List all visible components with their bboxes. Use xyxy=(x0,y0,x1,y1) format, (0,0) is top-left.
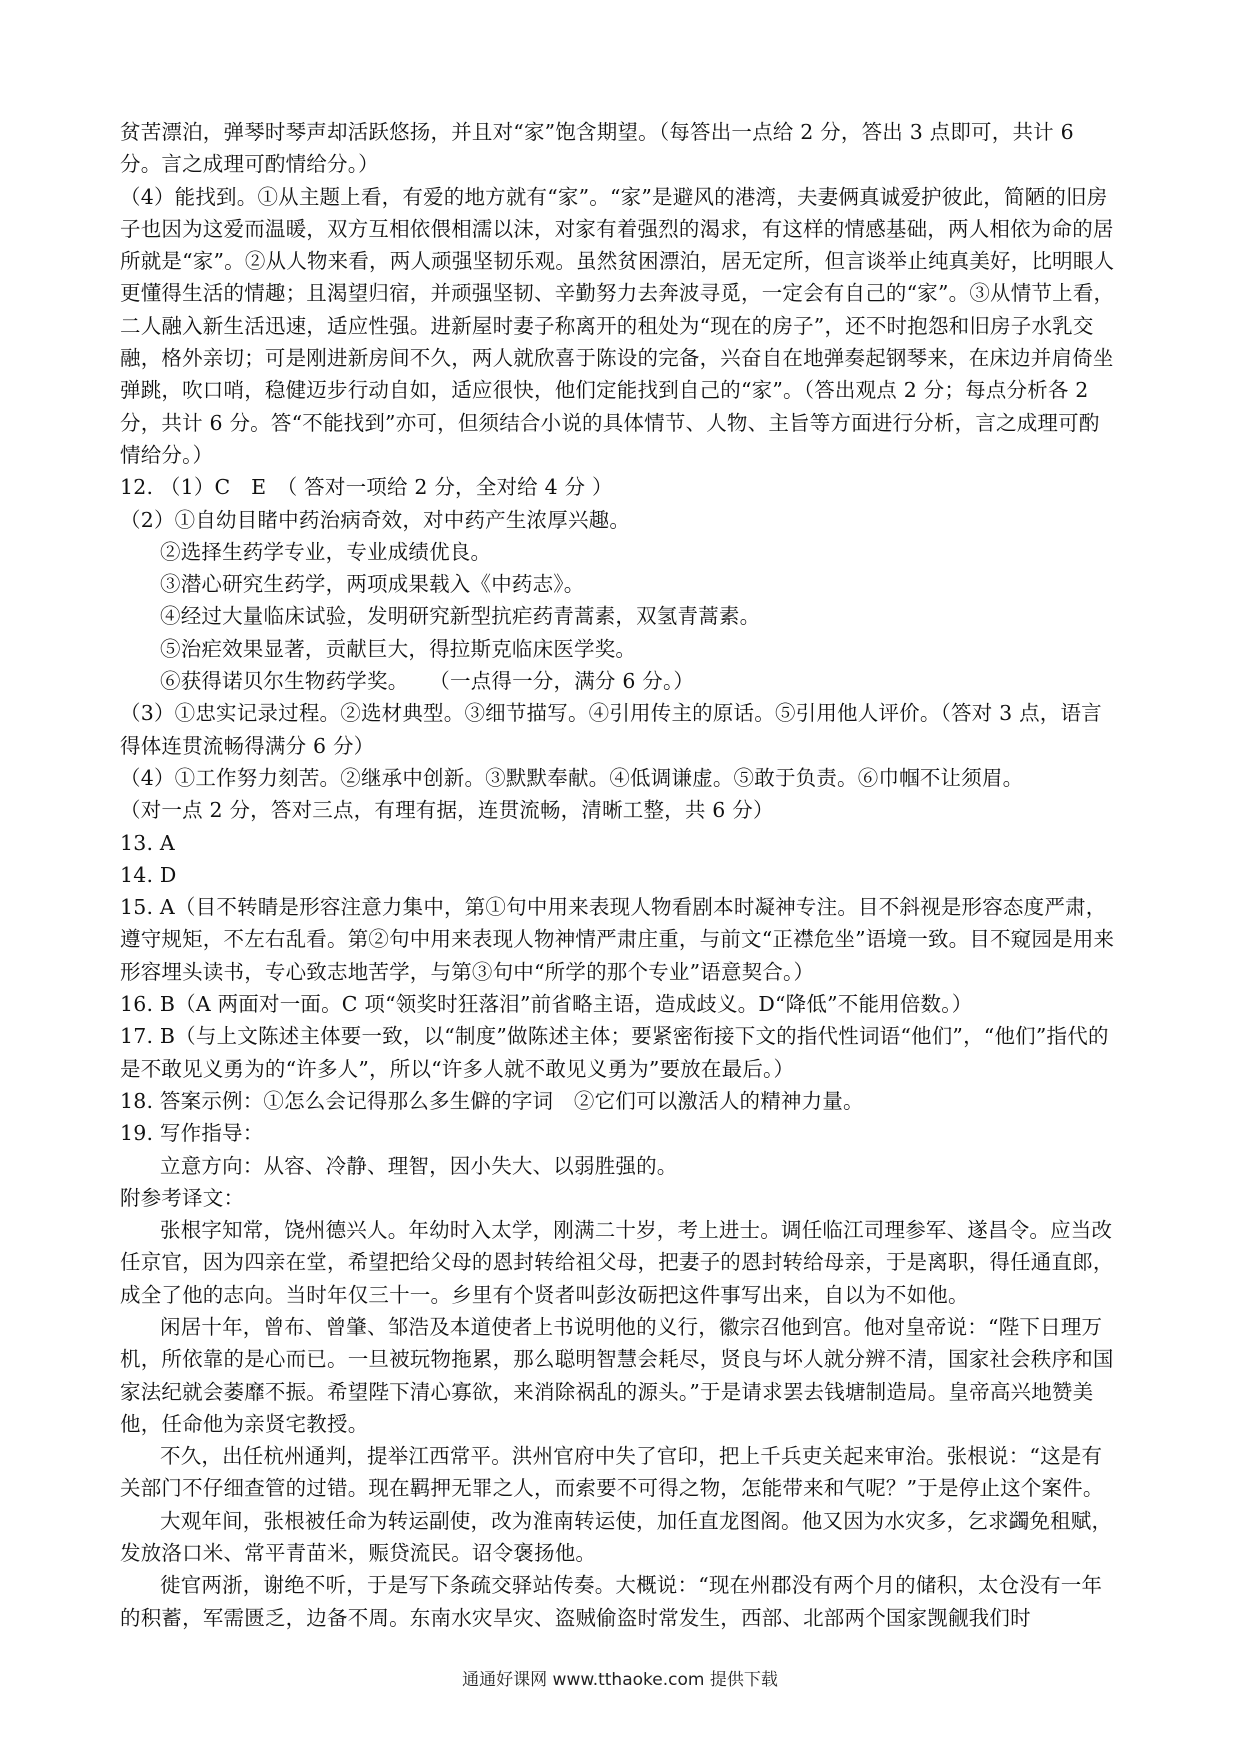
translation-paragraph: 大观年间，张根被任命为转运副使，改为淮南转运使，加任直龙图阁。他又因为水灾多，乞求蠲免租赋，发放洛口米、常平青苗米，赈贷流民。诏令褒扬他。 xyxy=(120,1508,1113,1566)
answer-19: 19. 写作指导： xyxy=(120,1121,264,1146)
answer-12-2-item: ⑥获得诺贝尔生物药学奖。 （一点得一分，满分 6 分。） xyxy=(160,669,695,694)
translation-paragraph: 张根字知常，饶州德兴人。年幼时入太学，刚满二十岁，考上进士。调任临江司理参军、遂昌令。应当改任京官，因为四亲在堂，希望把给父母的恩封转给祖父母，把妻子的恩封转给母亲，于是离职，得任通直郎，成全了他的志向。当时年仅三十一。乡里有个贤者叫彭汝砺把这件事写出来，自以为不如他。 xyxy=(120,1218,1114,1307)
answer-13: 13. A xyxy=(120,830,175,855)
answer-12-4-scoring: （对一点 2 分，答对三点，有理有据，连贯流畅，清晰工整，共 6 分） xyxy=(120,798,774,823)
document-body xyxy=(120,116,1120,1634)
answer-17: 17. B（与上文陈述主体要一致，以“制度”做陈述主体；要紧密衔接下文的指代性词语“他们”，“他们”指代的是不敢见义勇为的“许多人”，所以“许多人就不敢见义勇为”要放在最后。） xyxy=(120,1024,1109,1081)
answer-15: 15. A（目不转睛是形容注意力集中，第①句中用来表现人物看剧本时凝神专注。目不斜视是形容态度严肃，遵守规矩，不左右乱看。第②句中用来表现人物神情严肃庄重，与前文“正襟危坐”语境一致。目不窥园是用来形容埋头读书，专心致志地苦学，与第③句中“所学的那个专业”语意契合。） xyxy=(120,895,1115,984)
translation-paragraph: 徙官两浙，谢绝不听，于是写下条疏交驿站传奏。大概说：“现在州郡没有两个月的储积，太仓没有一年的积蓄，军需匮乏，边备不周。东南水灾旱灾、盗贼偷盗时常发生，西部、北部两个国家觊觎我们时 xyxy=(120,1573,1103,1630)
answer-12-2-item: ③潜心研究生药学，两项成果载入《中药志》。 xyxy=(160,572,585,597)
translation-paragraph: 闲居十年，曾布、曾肇、邹浩及本道使者上书说明他的义行，徽宗召他到宫。他对皇帝说：“陛下日理万机，所依靠的是心而已。一旦被玩物拖累，那么聪明智慧会耗尽，贤良与坏人就分辨不清，国家社会秩序和国家法纪就会萎靡不振。希望陛下清心寡欲，来消除祸乱的源头。”于是请求罢去钱塘制造局。皇帝高兴地赞美他，任命他为亲贤宅教授。 xyxy=(120,1314,1114,1436)
footer-source: 通通好课网 www.tthaoke.com 提供下载 xyxy=(462,1670,778,1690)
answer-11-3-tail: 贫苦漂泊，弹琴时琴声却活跃悠扬，并且对“家”饱含期望。（每答出一点给 2 分，答出 3 点即可，共计 6 分。言之成理可酌情给分。） xyxy=(120,120,1074,177)
answer-12-2-item: ④经过大量临床试验，发明研究新型抗疟药青蒿素，双氢青蒿素。 xyxy=(160,604,761,629)
answer-12-2-intro: （2）①自幼目睹中药治病奇效，对中药产生浓厚兴趣。 xyxy=(120,507,631,532)
answer-18: 18. 答案示例：①怎么会记得那么多生僻的字词 ②它们可以激活人的精神力量。 xyxy=(120,1088,864,1113)
translation-heading: 附参考译文： xyxy=(120,1185,245,1210)
writing-guide: 立意方向：从容、冷静、理智，因小失大、以弱胜强的。 xyxy=(160,1153,678,1178)
answer-12-3: （3）①忠实记录过程。②选材典型。③细节描写。④引用传主的原话。⑤引用他人评价。（答对 3 点，语言得体连贯流畅得满分 6 分） xyxy=(120,701,1102,758)
answer-12-2-item: ⑤治疟效果显著，贡献巨大，得拉斯克临床医学奖。 xyxy=(160,636,637,661)
answer-12-4: （4）①工作努力刻苦。②继承中创新。③默默奉献。④低调谦虚。⑤敢于负责。⑥巾帼不让须眉。 xyxy=(120,765,1024,790)
answer-14: 14. D xyxy=(120,862,177,887)
answer-11-4: （4）能找到。①从主题上看，有爱的地方就有“家”。“家”是避风的港湾，夫妻俩真诚爱护彼此，简陋的旧房子也因为这爱而温暖，双方互相依偎相濡以沫，对家有着强烈的渴求，有这样的情感基础，两人相依为命的居所就是“家”。②从人物来看，两人顽强坚韧乐观。虽然贫困漂泊，居无定所，但言谈举止纯真美好，比明眼人更懂得生活的情趣；且渴望归宿，并顽强坚韧、辛勤努力去奔波寻觅，一定会有自己的“家”。③从情节上看，二人融入新生活迅速，适应性强。进新屋时妻子称离开的租处为“现在的房子”，还不时抱怨和旧房子水乳交融，格外亲切；可是刚进新房间不久，两人就欣喜于陈设的完备，兴奋自在地弹奏起钢琴来，在床边并肩倚坐弹跳，吹口哨，稳健迈步行动自如，适应很快，他们定能找到自己的“家”。（答出观点 2 分；每点分析各 2 分，共计 6 分。答“不能找到”亦可，但须结合小说的具体情节、人物、主旨等方面进行分析，言之成理可酌情给分。） xyxy=(120,184,1115,467)
answer-12-1: 12. （1）C E （ 答对一项给 2 分，全对给 4 分 ） xyxy=(120,475,613,500)
translation-paragraph: 不久，出任杭州通判，提举江西常平。洪州官府中失了官印，把上千兵吏关起来审治。张根说：“这是有关部门不仔细查管的过错。现在羁押无罪之人，而索要不可得之物，怎能带来和气呢？”于是停止这个案件。 xyxy=(120,1444,1104,1501)
answer-12-2-item: ②选择生药学专业，专业成绩优良。 xyxy=(160,539,492,564)
answer-16: 16. B（A 两面对一面。C 项“领奖时狂落泪”前省略主语，造成歧义。D“降低”不能用倍数。） xyxy=(120,992,973,1017)
